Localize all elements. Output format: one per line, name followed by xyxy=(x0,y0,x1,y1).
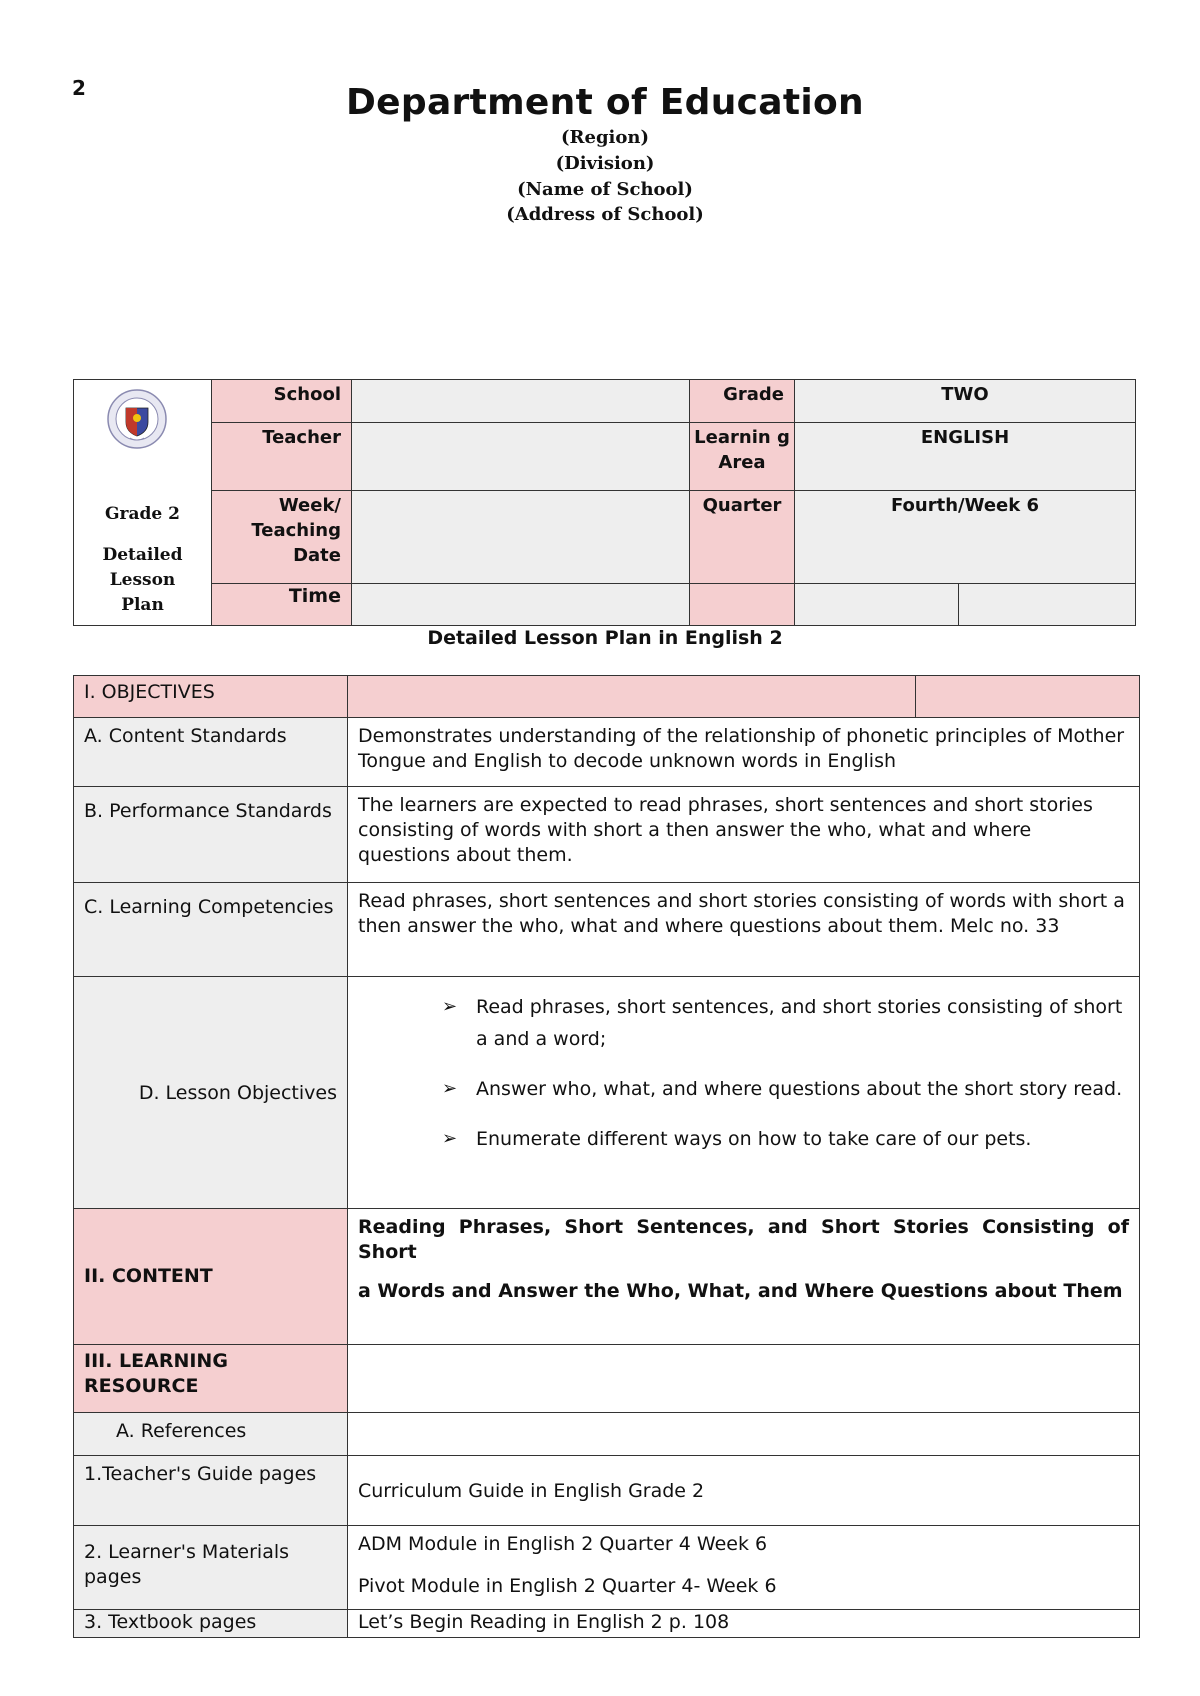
division-line: (Division) xyxy=(555,153,655,174)
content-text-cell xyxy=(348,1209,1140,1345)
grade-value: TWO xyxy=(795,380,1136,423)
lesson-info-table xyxy=(73,379,1136,626)
learning-resource-blank xyxy=(348,1345,1140,1413)
performance-standards-text: The learners are expected to read phrases, short sentences and short stories consisting of words with short a then answer the who, what and where questions about them. xyxy=(348,787,1140,883)
learning-area-label: Learnin g Area xyxy=(690,423,795,491)
objective-item: ➢ Answer who, what, and where questions about the short story read. xyxy=(442,1073,1129,1105)
lesson-objectives-label: D. Lesson Objectives xyxy=(74,977,348,1209)
references-label: A. References xyxy=(74,1413,348,1456)
learners-materials-label: 2. Learner's Materials pages xyxy=(74,1526,348,1610)
time-label: Time xyxy=(212,584,352,626)
references-blank xyxy=(348,1413,1140,1456)
arrow-bullet-icon: ➢ xyxy=(442,1078,458,1099)
arrow-bullet-icon: ➢ xyxy=(442,996,458,1017)
learning-resource-heading: III. LEARNING RESOURCE xyxy=(74,1345,348,1413)
arrow-bullet-icon: ➢ xyxy=(442,1128,458,1149)
time-blank-2 xyxy=(959,584,1136,626)
teacher-label: Teacher xyxy=(212,423,352,491)
objectives-heading-blank-1 xyxy=(348,676,916,718)
content-line-2: a Words and Answer the Who, What, and Where Questions about Them xyxy=(358,1280,1123,1302)
document-title: Department of Education xyxy=(346,82,864,123)
lesson-objectives-list xyxy=(358,991,1129,1155)
quarter-value: Fourth/Week 6 xyxy=(795,491,1136,584)
quarter-label: Quarter xyxy=(690,491,795,584)
lesson-plan-caption: Detailed Lesson Plan in English 2 xyxy=(427,627,783,649)
lesson-plan-table xyxy=(73,675,1140,1638)
content-standards-text: Demonstrates understanding of the relationship of phonetic principles of Mother Tongue and English to decode unknown words in English xyxy=(348,718,1140,787)
logo-caption-dlp: Detailed Lesson Plan xyxy=(102,545,183,615)
time-blank-pink xyxy=(690,584,795,626)
textbook-text: Let’s Begin Reading in English 2 p. 108 xyxy=(348,1610,1140,1638)
school-name-line: (Name of School) xyxy=(517,179,693,200)
content-standards-label: A. Content Standards xyxy=(74,718,348,787)
content-heading: II. CONTENT xyxy=(74,1209,348,1345)
objective-item: ➢ Enumerate different ways on how to take care of our pets. xyxy=(442,1123,1129,1155)
learning-competencies-label: C. Learning Competencies xyxy=(74,883,348,977)
school-label: School xyxy=(212,380,352,423)
textbook-label: 3. Textbook pages xyxy=(74,1610,348,1638)
school-value xyxy=(352,380,690,423)
objectives-heading: I. OBJECTIVES xyxy=(74,676,348,718)
week-teaching-date-label: Week/ Teaching Date xyxy=(212,491,352,584)
learners-materials-line-2: Pivot Module in English 2 Quarter 4- Week 6 xyxy=(358,1575,777,1597)
region-line: (Region) xyxy=(561,127,649,148)
time-value xyxy=(352,584,690,626)
learning-competencies-text: Read phrases, short sentences and short stories consisting of words with short a then answer the who, what and where questions about them. Melc no. 33 xyxy=(348,883,1140,977)
teachers-guide-text: Curriculum Guide in English Grade 2 xyxy=(348,1456,1140,1526)
time-blank-1 xyxy=(795,584,959,626)
content-line-1: Reading Phrases, Short Sentences, and Short Stories Consisting of Short xyxy=(358,1216,1129,1263)
grade-label: Grade xyxy=(690,380,795,423)
objective-item: ➢ Read phrases, short sentences, and short stories consisting of short a and a word; xyxy=(442,991,1129,1055)
deped-logo-cell xyxy=(74,380,212,626)
performance-standards-label: B. Performance Standards xyxy=(74,787,348,883)
school-address-line: (Address of School) xyxy=(506,204,704,225)
week-teaching-date-value xyxy=(352,491,690,584)
teachers-guide-label: 1.Teacher's Guide pages xyxy=(74,1456,348,1526)
lesson-objectives-cell xyxy=(348,977,1140,1209)
logo-caption-grade: Grade 2 xyxy=(105,504,180,524)
teacher-value xyxy=(352,423,690,491)
objectives-heading-blank-2 xyxy=(916,676,1140,718)
deped-seal-icon xyxy=(106,386,168,452)
learners-materials-cell xyxy=(348,1526,1140,1610)
page-number: 2 xyxy=(72,76,86,100)
learners-materials-line-1: ADM Module in English 2 Quarter 4 Week 6 xyxy=(358,1533,768,1555)
learning-area-value: ENGLISH xyxy=(795,423,1136,491)
